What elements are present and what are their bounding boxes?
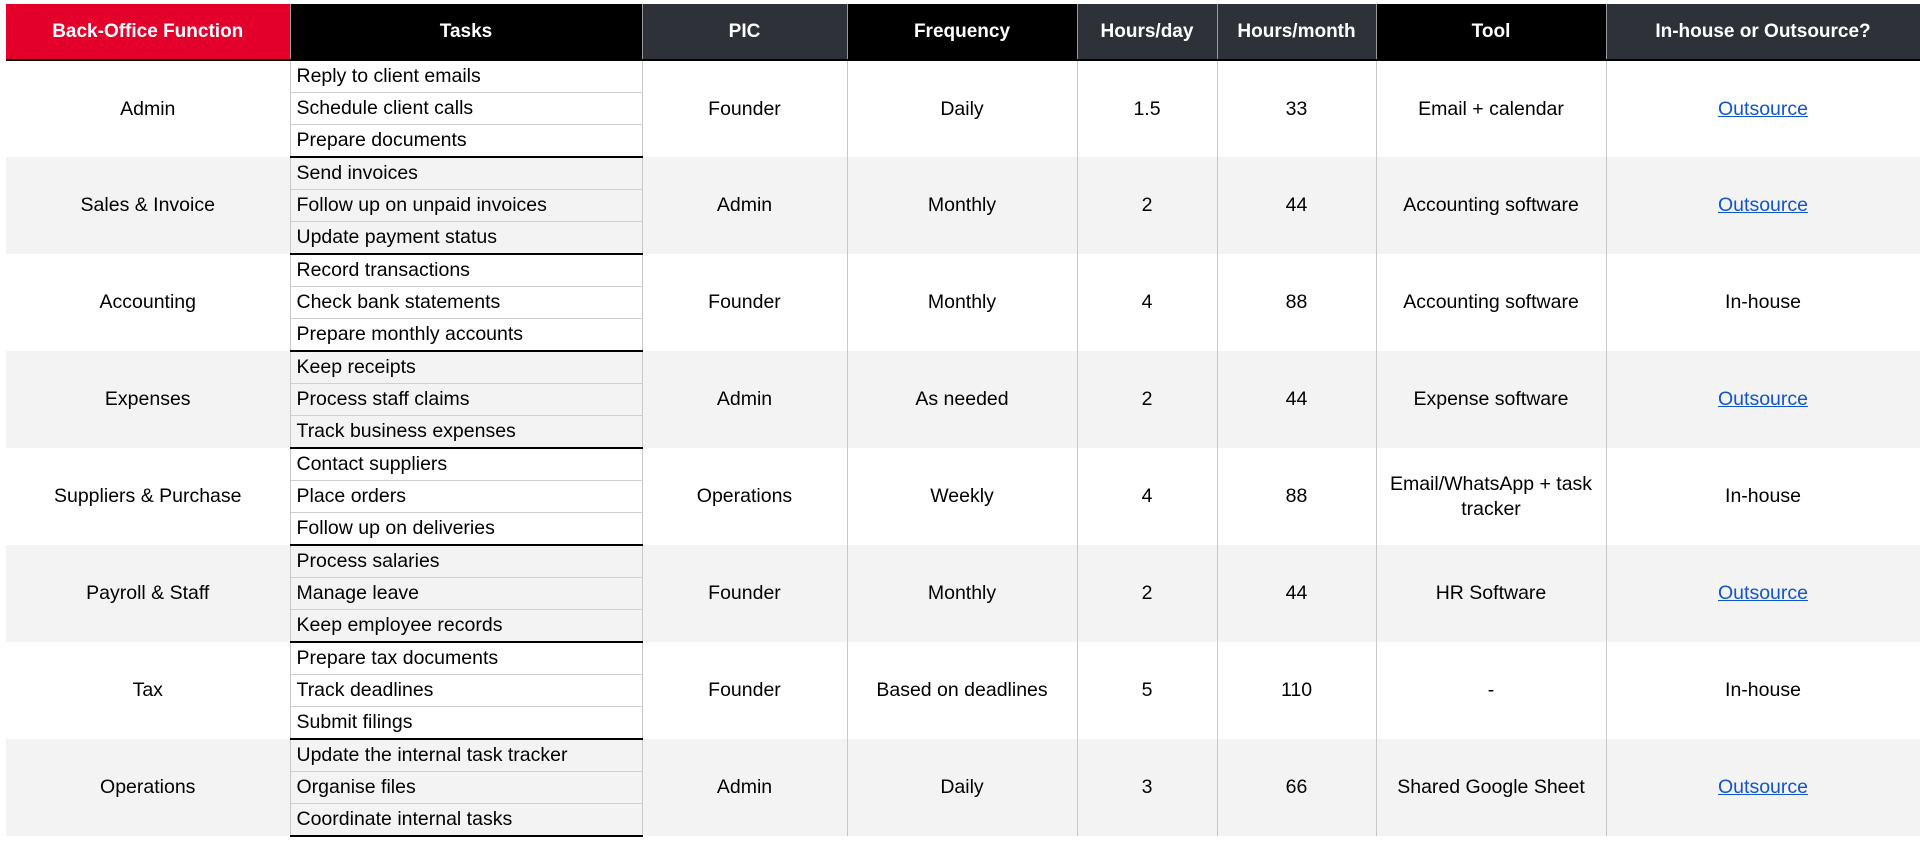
hours-day-cell[interactable]: 4 (1077, 254, 1217, 351)
task-cell[interactable]: Reply to client emails (290, 60, 642, 93)
task-cell[interactable]: Track deadlines (290, 675, 642, 707)
spreadsheet (6, 4, 1920, 847)
pic-cell[interactable]: Admin (642, 351, 847, 448)
hours-day-cell[interactable]: 2 (1077, 157, 1217, 254)
tool-cell[interactable]: Email/WhatsApp + task tracker (1376, 448, 1606, 545)
hours-month-cell[interactable]: 88 (1217, 448, 1376, 545)
task-cell[interactable]: Place orders (290, 481, 642, 513)
tool-cell[interactable]: Accounting software (1376, 157, 1606, 254)
task-cell[interactable]: Record transactions (290, 254, 642, 287)
pic-cell[interactable]: Founder (642, 642, 847, 739)
pic-cell[interactable]: Admin (642, 157, 847, 254)
frequency-cell[interactable]: Daily (847, 60, 1077, 157)
frequency-cell[interactable]: Weekly (847, 448, 1077, 545)
task-cell[interactable]: Keep receipts (290, 351, 642, 384)
hours-month-cell[interactable]: 44 (1217, 351, 1376, 448)
task-cell[interactable]: Schedule client calls (290, 93, 642, 125)
decision-cell[interactable] (1606, 157, 1920, 254)
frequency-cell[interactable]: Based on deadlines (847, 642, 1077, 739)
decision-cell[interactable] (1606, 545, 1920, 642)
hours-month-cell[interactable]: 33 (1217, 60, 1376, 157)
hours-day-cell[interactable]: 3 (1077, 739, 1217, 836)
header-frequency[interactable]: Frequency (847, 4, 1077, 60)
tool-cell[interactable]: Accounting software (1376, 254, 1606, 351)
frequency-cell[interactable]: As needed (847, 351, 1077, 448)
outsource-link[interactable]: Outsource (1718, 194, 1808, 216)
table-row (6, 157, 1920, 190)
tool-cell[interactable]: HR Software (1376, 545, 1606, 642)
hours-month-cell[interactable]: 44 (1217, 545, 1376, 642)
task-cell[interactable]: Follow up on deliveries (290, 513, 642, 546)
tool-cell[interactable]: Shared Google Sheet (1376, 739, 1606, 836)
frequency-cell[interactable]: Monthly (847, 254, 1077, 351)
function-cell[interactable]: Sales & Invoice (6, 157, 290, 254)
task-cell[interactable]: Manage leave (290, 578, 642, 610)
function-cell[interactable]: Tax (6, 642, 290, 739)
task-cell[interactable]: Update payment status (290, 222, 642, 255)
outsource-link[interactable]: Outsource (1718, 776, 1808, 798)
hours-day-cell[interactable]: 2 (1077, 545, 1217, 642)
function-cell[interactable]: Operations (6, 739, 290, 836)
table-row (6, 254, 1920, 287)
task-cell[interactable]: Organise files (290, 772, 642, 804)
tool-cell[interactable]: - (1376, 642, 1606, 739)
task-cell[interactable]: Update the internal task tracker (290, 739, 642, 772)
pic-cell[interactable]: Founder (642, 254, 847, 351)
task-cell[interactable]: Keep employee records (290, 610, 642, 643)
task-cell[interactable]: Prepare monthly accounts (290, 319, 642, 352)
task-cell[interactable]: Check bank statements (290, 287, 642, 319)
header-hours-day[interactable]: Hours/day (1077, 4, 1217, 60)
hours-day-cell[interactable]: 5 (1077, 642, 1217, 739)
function-cell[interactable]: Expenses (6, 351, 290, 448)
table-row (6, 448, 1920, 481)
header-tasks[interactable]: Tasks (290, 4, 642, 60)
hours-day-cell[interactable]: 2 (1077, 351, 1217, 448)
task-cell[interactable]: Track business expenses (290, 416, 642, 449)
header-hours-month[interactable]: Hours/month (1217, 4, 1376, 60)
function-cell[interactable]: Suppliers & Purchase (6, 448, 290, 545)
decision-cell[interactable]: In-house (1606, 642, 1920, 739)
hours-month-cell[interactable]: 66 (1217, 739, 1376, 836)
decision-cell[interactable]: In-house (1606, 254, 1920, 351)
tool-cell[interactable]: Expense software (1376, 351, 1606, 448)
decision-cell[interactable] (1606, 60, 1920, 157)
outsource-link[interactable]: Outsource (1718, 582, 1808, 604)
function-cell[interactable]: Admin (6, 60, 290, 157)
header-decision[interactable]: In-house or Outsource? (1606, 4, 1920, 60)
decision-cell[interactable] (1606, 739, 1920, 836)
task-cell[interactable]: Submit filings (290, 707, 642, 740)
frequency-cell[interactable]: Monthly (847, 545, 1077, 642)
header-pic[interactable]: PIC (642, 4, 847, 60)
outsource-link[interactable]: Outsource (1718, 388, 1808, 410)
task-cell[interactable]: Prepare tax documents (290, 642, 642, 675)
task-cell[interactable]: Follow up on unpaid invoices (290, 190, 642, 222)
function-cell[interactable]: Payroll & Staff (6, 545, 290, 642)
tool-cell[interactable]: Email + calendar (1376, 60, 1606, 157)
task-cell[interactable]: Send invoices (290, 157, 642, 190)
table-body (6, 60, 1920, 836)
decision-cell[interactable] (1606, 351, 1920, 448)
header-row (6, 4, 1920, 60)
pic-cell[interactable]: Operations (642, 448, 847, 545)
outsource-link[interactable]: Outsource (1718, 97, 1808, 120)
hours-month-cell[interactable]: 44 (1217, 157, 1376, 254)
table-row (6, 642, 1920, 675)
pic-cell[interactable]: Admin (642, 739, 847, 836)
hours-day-cell[interactable]: 4 (1077, 448, 1217, 545)
hours-day-cell[interactable]: 1.5 (1077, 60, 1217, 157)
hours-month-cell[interactable]: 88 (1217, 254, 1376, 351)
task-cell[interactable]: Coordinate internal tasks (290, 804, 642, 837)
back-office-table (6, 4, 1920, 837)
table-row (6, 545, 1920, 578)
task-cell[interactable]: Process staff claims (290, 384, 642, 416)
pic-cell[interactable]: Founder (642, 545, 847, 642)
header-tool[interactable]: Tool (1376, 4, 1606, 60)
frequency-cell[interactable]: Monthly (847, 157, 1077, 254)
task-cell[interactable]: Process salaries (290, 545, 642, 578)
table-row (6, 739, 1920, 772)
task-cell[interactable]: Prepare documents (290, 125, 642, 158)
task-cell[interactable]: Contact suppliers (290, 448, 642, 481)
table-row (6, 60, 1920, 93)
pic-cell[interactable]: Founder (642, 60, 847, 157)
function-cell[interactable]: Accounting (6, 254, 290, 351)
frequency-cell[interactable]: Daily (847, 739, 1077, 836)
hours-month-cell[interactable]: 110 (1217, 642, 1376, 739)
table-row (6, 351, 1920, 384)
header-function[interactable]: Back-Office Function (6, 4, 290, 60)
decision-cell[interactable]: In-house (1606, 448, 1920, 545)
